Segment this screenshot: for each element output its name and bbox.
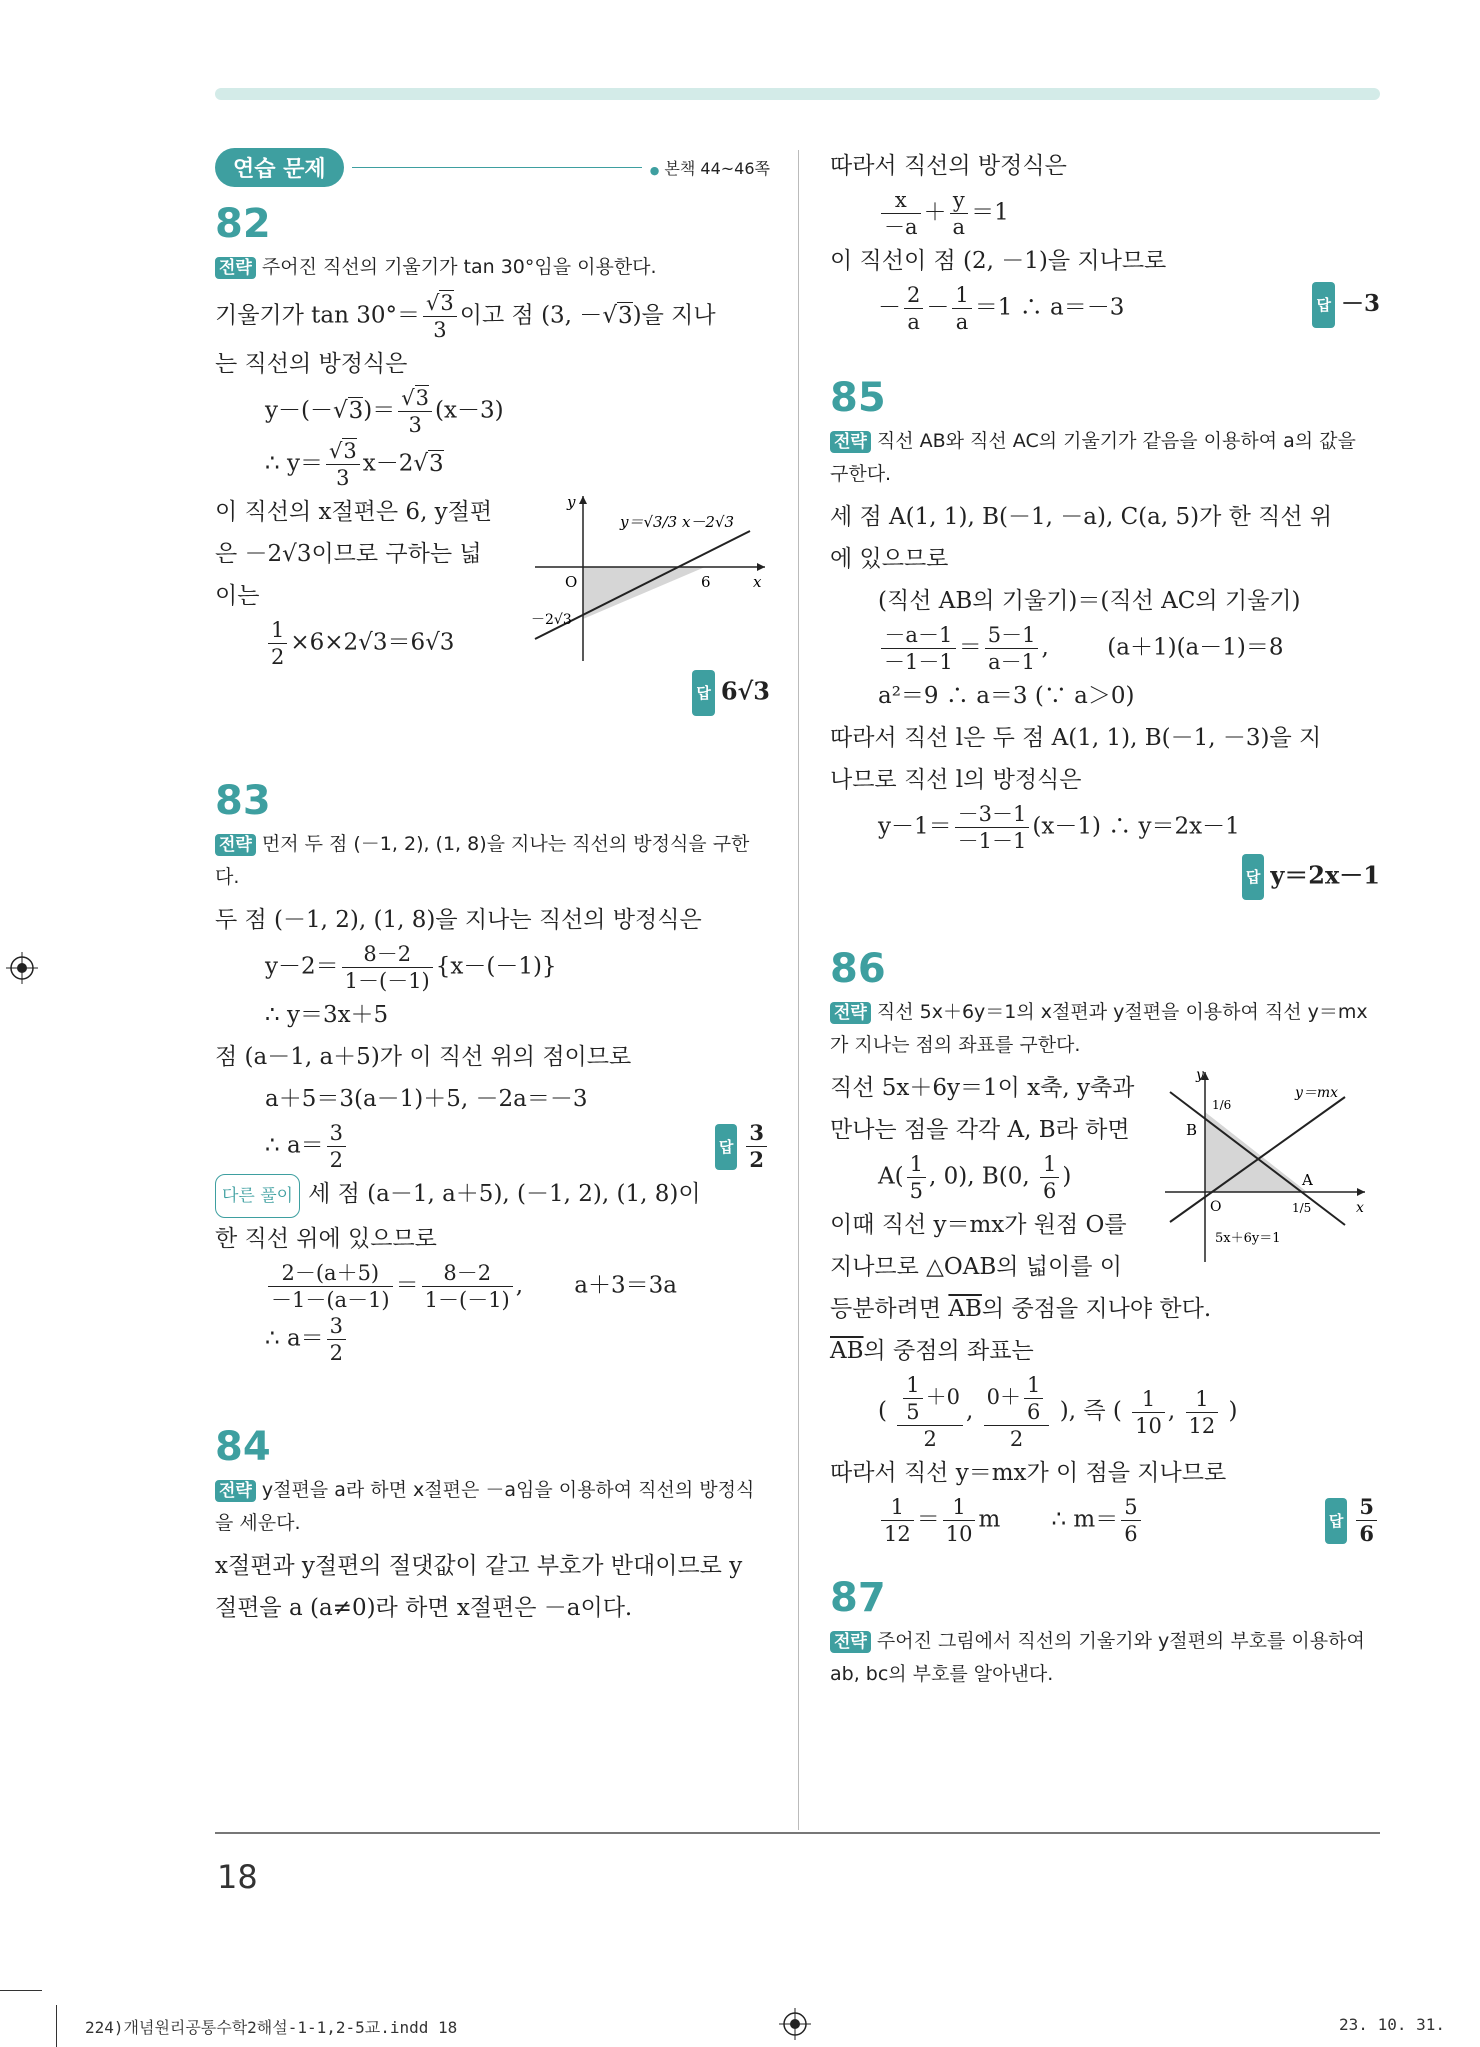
equation: $\frac{2-(a+5)}{-1-(a-1)}$ ＝ $\frac{8-2}{1-(-1)}$ , a＋3＝3a bbox=[215, 1260, 770, 1313]
problem-87 bbox=[830, 1575, 1380, 1690]
solution-line: 은 －2√3이므로 구하는 넓 bbox=[215, 541, 482, 567]
strategy-hint bbox=[215, 251, 770, 284]
alt-solution: 다른 풀이 세 점 (a－1, a＋5), (－1, 2), (1, 8)이 bbox=[215, 1173, 770, 1218]
solution-line: 이 직선의 x절편은 6, y절편 bbox=[215, 499, 493, 525]
solution-line: 한 직선 위에 있으므로 bbox=[215, 1226, 437, 1252]
line-equation-label: y＝√3/3 x－2√3 bbox=[620, 513, 735, 531]
equation: ∴ y＝ $\frac{√3}{3}$ x－2√3 bbox=[265, 439, 444, 490]
point-b-label: B bbox=[1186, 1121, 1198, 1139]
problem-number: 86 bbox=[830, 946, 886, 992]
answer: 답 6√3 bbox=[215, 670, 770, 716]
hint-text: 주어진 직선의 기울기가 tan 30°임을 이용한다. bbox=[261, 256, 657, 278]
equation: $\frac{1}{2}$ ×6×2√3＝6√3 bbox=[215, 617, 525, 670]
y-tick-label: 1/6 bbox=[1212, 1098, 1232, 1112]
y-axis-label: y bbox=[567, 493, 576, 511]
strategy-hint: 전략 y절편을 a라 하면 x절편은 －a임을 이용하여 직선의 방정식을 세운다. bbox=[215, 1479, 755, 1534]
solution-line: x절편과 y절편의 절댓값이 같고 부호가 반대이므로 y bbox=[215, 1553, 743, 1579]
point-a-label: A bbox=[1302, 1171, 1313, 1189]
solution-line: $\overline{AB}$의 중점의 좌표는 bbox=[830, 1338, 1034, 1364]
problem-number: 85 bbox=[830, 375, 886, 421]
section-title: 연습 문제 bbox=[215, 148, 344, 187]
registration-mark-icon bbox=[6, 952, 38, 984]
problem-83 bbox=[215, 778, 770, 1366]
solution-line: 등분하려면 $\overline{AB}$의 중점을 지나야 한다. bbox=[830, 1296, 1212, 1322]
problem-86 bbox=[830, 946, 1380, 1547]
book-page-ref: ● 본책 44~46쪽 bbox=[650, 156, 770, 179]
equation: ∴ y＝3x＋5 bbox=[265, 1002, 389, 1028]
x-axis-label: x bbox=[1356, 1200, 1364, 1216]
x-axis-label: x bbox=[753, 573, 762, 591]
strategy-hint: 전략 주어진 그림에서 직선의 기울기와 y절편의 부호를 이용하여 ab, bc의 부호를 알아낸다. bbox=[830, 1630, 1365, 1685]
registration-mark-icon bbox=[779, 2008, 811, 2040]
right-column bbox=[830, 145, 1380, 1696]
equation: ∴ a＝ $\frac{3}{2}$ bbox=[215, 1313, 770, 1366]
solution-line: 따라서 직선 y＝mx가 이 점을 지나므로 bbox=[830, 1460, 1227, 1486]
solution-line: 이는 bbox=[215, 583, 260, 609]
graph-row bbox=[215, 491, 770, 670]
solution-line: 지나므로 △OAB의 넓이를 이 bbox=[830, 1254, 1122, 1280]
problem-84-continued bbox=[830, 145, 1380, 335]
strategy-tag: 전략 bbox=[215, 257, 256, 279]
solution-line: 직선 5x＋6y＝1이 x축, y축과 bbox=[830, 1075, 1135, 1101]
equation: y－(－√3)＝ $\frac{√3}{3}$ (x－3) bbox=[265, 386, 504, 437]
solution-line: 나므로 직선 l의 방정식은 bbox=[830, 767, 1082, 793]
line-ymx-label: y＝mx bbox=[1295, 1085, 1339, 1101]
strategy-hint: 전략 직선 AB와 직선 AC의 기울기가 같음을 이용하여 a의 값을 구한다. bbox=[830, 430, 1356, 485]
equation: (직선 AB의 기울기)＝(직선 AC의 기울기) bbox=[878, 588, 1301, 614]
crop-mark bbox=[56, 2005, 57, 2047]
strategy-hint: 전략 직선 5x＋6y＝1의 x절편과 y절편을 이용하여 직선 y＝mx가 지나는 점의 좌표를 구한다. bbox=[830, 1001, 1368, 1056]
problem-84 bbox=[215, 1424, 770, 1629]
y-tick-label: －2√3 bbox=[531, 612, 572, 628]
page-number: 18 bbox=[217, 1858, 258, 1896]
equation: ( $\frac{1}{5}$ ＋0 2 , 0＋ $\frac{1}{6}$ 2 ), 즉 ( $\frac{1}{10}$ , $\frac{1}{12}$ ) bbox=[878, 1373, 1238, 1451]
equation: y－1＝ $\frac{-3-1}{-1-1}$ (x－1) ∴ y＝2x－1 bbox=[878, 802, 1240, 853]
print-date: 23. 10. 31. bbox=[1339, 2015, 1445, 2034]
column-divider bbox=[798, 150, 799, 1830]
equation: y－2＝ $\frac{8-2}{1-(-1)}$ {x－(－1)} bbox=[265, 942, 557, 993]
equation: $\frac{1}{12}$ ＝ $\frac{1}{10}$ m ∴ m＝ $\frac{5}{6}$ 답 $\frac{5}{6}$ bbox=[830, 1494, 1380, 1547]
line-y-mx bbox=[1170, 1097, 1345, 1222]
solution-line: 절편을 a (a≠0)라 하면 x절편은 －a이다. bbox=[215, 1595, 633, 1621]
print-file-info: 224)개념원리공통수학2해설-1-1,2-5교.indd 18 bbox=[85, 2018, 458, 2037]
equation: a²＝9 ∴ a＝3 (∵ a＞0) bbox=[878, 683, 1135, 709]
solution-line: 에 있으므로 bbox=[830, 546, 949, 572]
solution-line: 따라서 직선 l은 두 점 A(1, 1), B(－1, －3)을 지 bbox=[830, 725, 1322, 751]
footer-rule bbox=[215, 1832, 1380, 1834]
top-color-bar bbox=[215, 88, 1380, 100]
header-rule bbox=[352, 167, 642, 168]
equation: A( $\frac{1}{5}$ , 0), B(0, $\frac{1}{6}$ ) bbox=[878, 1152, 1072, 1203]
graph-row bbox=[830, 1067, 1380, 1288]
problem-number: 84 bbox=[215, 1424, 271, 1470]
answer: 답 y＝2x－1 bbox=[830, 854, 1380, 900]
equation: ∴ a＝ $\frac{3}{2}$ 답 $\frac{3}{2}$ bbox=[215, 1120, 770, 1173]
solution-line: 기울기가 tan 30°＝ $\frac{√3}{3}$ 이고 점 (3, －√3)을 지나 bbox=[215, 291, 716, 342]
section-header bbox=[215, 145, 770, 189]
x-tick-label: 1/5 bbox=[1292, 1201, 1312, 1215]
problem-85 bbox=[830, 375, 1380, 900]
equation: $\frac{-a-1}{-1-1}$ ＝ $\frac{5-1}{a-1}$ , (a＋1)(a－1)＝8 bbox=[830, 622, 1380, 675]
solution-line: 이때 직선 y＝mx가 원점 O를 bbox=[830, 1212, 1127, 1238]
solution-line: 이 직선이 점 (2, －1)을 지나므로 bbox=[830, 248, 1167, 274]
graph-86 bbox=[1160, 1067, 1370, 1267]
problem-number: 82 bbox=[215, 201, 271, 247]
crop-mark bbox=[0, 1990, 42, 1991]
line-eq-label: 5x＋6y＝1 bbox=[1215, 1231, 1281, 1246]
strategy-hint: 전략 먼저 두 점 (－1, 2), (1, 8)을 지나는 직선의 방정식을 구한다. bbox=[215, 833, 750, 888]
solution-line: 만나는 점을 각각 A, B라 하면 bbox=[830, 1117, 1130, 1143]
x-tick-label: 6 bbox=[701, 573, 711, 591]
left-column bbox=[215, 145, 770, 1629]
graph-82 bbox=[525, 491, 770, 666]
equation: － $\frac{2}{a}$ － $\frac{1}{a}$ ＝1 ∴ a＝－3 답 －3 bbox=[878, 283, 1380, 334]
equation: $\frac{x}{-a}$ ＋ $\frac{y}{a}$ ＝1 bbox=[830, 187, 1380, 240]
solution-line: 세 점 A(1, 1), B(－1, －a), C(a, 5)가 한 직선 위 bbox=[830, 504, 1333, 530]
problem-82 bbox=[215, 201, 770, 716]
solution-line: 두 점 (－1, 2), (1, 8)을 지나는 직선의 방정식은 bbox=[215, 907, 702, 933]
origin-label: O bbox=[565, 573, 578, 591]
problem-number: 83 bbox=[215, 778, 271, 824]
equation: a＋5＝3(a－1)＋5, －2a＝－3 bbox=[265, 1086, 588, 1112]
solution-line: 따라서 직선의 방정식은 bbox=[830, 153, 1067, 179]
solution-line: 점 (a－1, a＋5)가 이 직선 위의 점이므로 bbox=[215, 1044, 632, 1070]
shaded-triangle bbox=[583, 567, 705, 619]
solution-line: 는 직선의 방정식은 bbox=[215, 351, 408, 377]
shaded-triangle bbox=[1205, 1112, 1307, 1192]
origin-label: O bbox=[1210, 1199, 1222, 1215]
problem-number: 87 bbox=[830, 1575, 886, 1621]
y-axis-label: y bbox=[1196, 1067, 1204, 1083]
